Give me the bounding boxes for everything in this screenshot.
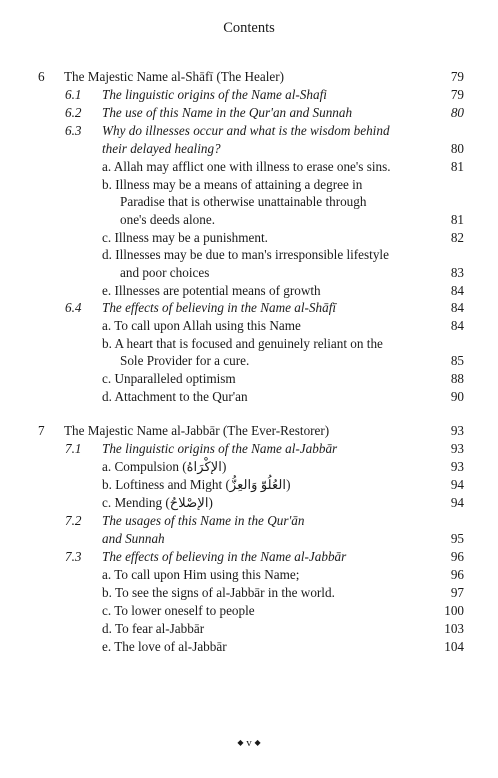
- toc-entry: [0, 282, 498, 300]
- toc-entry: [0, 440, 498, 458]
- page-footer: [0, 737, 498, 749]
- toc-entry-title: and Sunnah: [102, 531, 165, 546]
- toc-entry-page: 80: [450, 105, 464, 120]
- toc-entry-page: 85: [450, 353, 464, 368]
- toc-entry-number: 7.3: [65, 549, 82, 564]
- toc-entry-page: 84: [450, 318, 464, 333]
- toc-entry-title: c. Mending (الإصْلاحُ): [102, 495, 213, 510]
- toc-entry: [0, 512, 498, 530]
- toc-entry-title: The use of this Name in the Qur'an and Sunnah: [102, 105, 353, 120]
- toc-entry-page: 79: [450, 69, 464, 84]
- toc-entry-title: d. Illnesses may be due to man's irresponsible lifestyle: [102, 247, 389, 262]
- toc-entry-title: The effects of believing in the Name al-Shāfī: [102, 300, 337, 315]
- toc-entry-title: e. The love of al-Jabbār: [102, 639, 227, 654]
- toc-entry-title: b. Loftiness and Might (العُلُوّ وَالعِزُّ): [102, 477, 291, 492]
- toc-entry-page: 82: [450, 230, 464, 245]
- toc-entry-title: b. To see the signs of al-Jabbār in the world.: [102, 585, 335, 600]
- toc-entry: [0, 458, 498, 476]
- toc-entry-title: and poor choices: [120, 265, 210, 280]
- toc-entry-title: one's deeds alone.: [120, 212, 216, 227]
- toc-entry-page: 100: [444, 603, 464, 618]
- toc-entry-title: c. Illness may be a punishment.: [102, 230, 268, 245]
- diamond-icon: ◆: [237, 738, 244, 747]
- toc-entry: [0, 229, 498, 247]
- toc-entry: [0, 211, 498, 229]
- toc-entry-title: d. Attachment to the Qur'an: [102, 389, 248, 404]
- toc-entry: [0, 584, 498, 602]
- toc-entry-title: The linguistic origins of the Name al-Jabbār: [102, 441, 338, 456]
- toc-entry-page: 81: [450, 212, 464, 227]
- toc-entry-title: a. Allah may afflict one with illness to erase one's sins.: [102, 159, 391, 174]
- toc-entry: [0, 638, 498, 656]
- toc-entry-page: 79: [450, 87, 464, 102]
- toc-entry-title: The effects of believing in the Name al-Jabbār: [102, 549, 347, 564]
- toc-entry-number: 6.1: [65, 87, 82, 102]
- toc-entry-page: 81: [450, 159, 464, 174]
- toc-entry-title: b. Illness may be a means of attaining a degree in: [102, 177, 363, 192]
- toc-entry: [0, 530, 498, 548]
- toc-entry-page: 96: [450, 549, 464, 564]
- toc-entry-page: 94: [450, 477, 464, 492]
- toc-entry: [0, 317, 498, 335]
- toc-entry: [0, 566, 498, 584]
- toc-entry-title: Why do illnesses occur and what is the wisdom behind: [102, 123, 390, 138]
- toc-entry-title: a. To call upon Allah using this Name: [102, 318, 301, 333]
- toc-entry: [0, 422, 498, 440]
- toc-entry: [0, 140, 498, 158]
- toc-entry-page: 97: [450, 585, 464, 600]
- toc-entry-number: 7: [38, 423, 45, 438]
- toc-entry-title: a. Compulsion (الإكْرَاهُ): [102, 459, 227, 474]
- toc-entry: [0, 68, 498, 86]
- toc-entry-page: 96: [450, 567, 464, 582]
- page-title: Contents: [223, 20, 275, 36]
- toc-entry: [0, 388, 498, 406]
- toc-entry-title: The Majestic Name al-Shāfī (The Healer): [64, 69, 285, 84]
- toc-entry: [0, 602, 498, 620]
- toc-entry-page: 84: [450, 300, 464, 315]
- toc-entry-number: 7.1: [65, 441, 82, 456]
- toc-entry: [0, 193, 498, 211]
- diamond-icon: ◆: [254, 738, 261, 747]
- toc-entry-page: 84: [450, 283, 464, 298]
- toc-entry-title: b. A heart that is focused and genuinely reliant on the: [102, 336, 383, 351]
- toc-entry-page: 80: [450, 141, 464, 156]
- toc-entry-title: The usages of this Name in the Qur'ān: [102, 513, 305, 528]
- toc-entry: [0, 158, 498, 176]
- toc-entry: [0, 548, 498, 566]
- toc-entry-page: 93: [450, 441, 464, 456]
- toc-entry-number: 6: [38, 69, 45, 84]
- toc-entry-number: 6.3: [65, 123, 82, 138]
- toc-entry-page: 88: [450, 371, 464, 386]
- toc-entry: [0, 264, 498, 282]
- toc-entry-title: a. To call upon Him using this Name;: [102, 567, 300, 582]
- toc-entry: [0, 246, 498, 264]
- toc-entry-title: c. Unparalleled optimism: [102, 371, 236, 386]
- toc-entry-page: 90: [450, 389, 464, 404]
- toc-entry: [0, 299, 498, 317]
- toc-entry-number: 6.2: [65, 105, 82, 120]
- page-number: v: [246, 737, 252, 749]
- toc-entry: [0, 104, 498, 122]
- toc-entry-page: 83: [450, 265, 464, 280]
- toc-entry-page: 93: [450, 459, 464, 474]
- toc-entry: [0, 335, 498, 353]
- toc-entry: [0, 494, 498, 512]
- toc-entry-page: 104: [444, 639, 464, 654]
- toc-entry-page: 103: [444, 621, 464, 636]
- toc-entry-title: The linguistic origins of the Name al-Shafi: [102, 87, 327, 102]
- toc-entry-title: d. To fear al-Jabbār: [102, 621, 205, 636]
- toc-entry: [0, 476, 498, 494]
- toc-entry-title: their delayed healing?: [102, 141, 221, 156]
- toc-entry-number: 6.4: [65, 300, 82, 315]
- toc-entry: [0, 86, 498, 104]
- toc-entry: [0, 176, 498, 194]
- toc-entry-page: 93: [450, 423, 464, 438]
- toc-entry-number: 7.2: [65, 513, 82, 528]
- toc-entry-title: e. Illnesses are potential means of growth: [102, 283, 321, 298]
- toc-entry: [0, 352, 498, 370]
- toc-entry-page: 95: [450, 531, 464, 546]
- toc-entry-title: The Majestic Name al-Jabbār (The Ever-Restorer): [64, 423, 330, 438]
- toc-entry: [0, 370, 498, 388]
- toc-entry: [0, 620, 498, 638]
- toc-entry-title: c. To lower oneself to people: [102, 603, 255, 618]
- toc-entry-page: 94: [450, 495, 464, 510]
- toc-entry-title: Sole Provider for a cure.: [120, 353, 250, 368]
- toc-entry: [0, 122, 498, 140]
- toc-entry-title: Paradise that is otherwise unattainable through: [120, 194, 367, 209]
